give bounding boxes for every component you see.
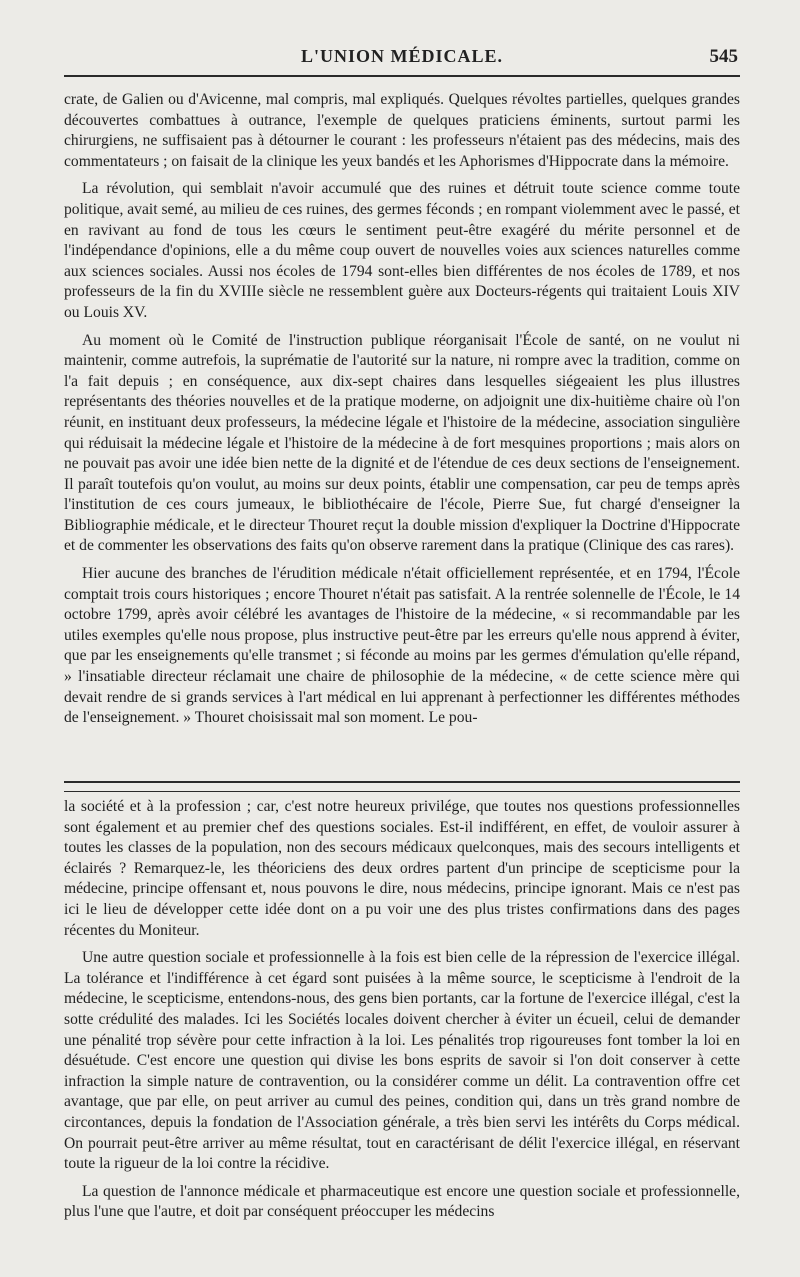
header-rule — [64, 75, 740, 77]
paragraph: La question de l'annonce médicale et pharmaceutique est encore une question sociale et professionnelle, plus l'une que l'autre, et doit par conséquent préoccuper les médecins — [64, 1182, 740, 1221]
paragraph: la société et à la profession ; car, c'est notre heureux privilége, que toutes nos questions professionnelles sont également et au premier chef des questions sociales. Est-il indifférent, en effet, de vouloir assurer à toutes les classes de la population, non des secours médicaux quelconques, mais des secours intelligents et éclairés ? Remarquez-le, les théoriciens des deux ordres partent d'un principe de scepticisme pour la médecine, principe offensant et, nous pouvons le dire, nous médecins, principe ignorant. Mais ce n'est pas ici le lieu de développer cette idée dont on a pu voir une des plus tristes confirmations dans des pages récentes du Moniteur. — [64, 798, 740, 939]
running-header — [64, 44, 740, 72]
bottom-section — [64, 797, 740, 1230]
paragraph: Une autre question sociale et professionnelle à la fois est bien celle de la répression de l'exercice illégal. La tolérance et l'indifférence à cet égard sont puisées à la même source, le scepticisme à l'endroit de la médecine, le scepticisme, entendons-nous, des gens bien portants, car la fortune de l'exercice illégal, c'est la sotte crédulité des malades. Ici les Sociétés locales doivent chercher à éviter un écueil, celui de demander une pénalité trop sévère pour cette infraction à la loi. Les pénalités trop rigoureuses font tomber la loi en désuétude. C'est encore une question qui divise les bons esprits de savoir si l'on doit conserver à cette infraction la simple nature de contravention, ou la considérer comme un délit. La contravention offre cet avantage, que par elle, on peut arriver au cumul des peines, condition qui, dans un très grand nombre de circontances, depuis la fondation de l'Association générale, a très bien servi les intérêts du Corps médical. On pourrait peut-être arriver au même résultat, tout en caractérisant de délit l'exercice illégal, en réservant toute la rigueur de la loi contre la récidive. — [64, 949, 740, 1173]
paragraph: Au moment où le Comité de l'instruction publique réorganisait l'École de santé, on ne voulut ni maintenir, comme autrefois, la suprématie de l'autorité sur la nature, ni rompre avec la tradition, comme on l'a fait depuis ; en conséquence, aux dix-sept chaires dans lesquelles siégeaient les plus illustres représentants des théories nouvelles et de la pratique moderne, on adjoignit une dix-huitième chaire où l'on réunit, en instituant deux professeurs, la médecine légale et l'histoire de la médecine, association singulière qui réduisait la médecine légale et l'histoire de la médecine à de fort mesquines proportions ; mais alors on ne pouvait pas avoir une idée bien nette de la dignité et de l'étendue de ces deux sections de l'enseignement. Il paraît toutefois qu'on voulut, au moins sur deux points, établir une compensation, car peu de temps après l'institution de ces cours jumeaux, le bibliothécaire de l'école, Pierre Sue, fut chargé d'enseigner la Bibliographie médicale, et le directeur Thouret reçut la double mission d'expliquer la Doctrine d'Hippocrate et de commenter les observations des faits qu'on observe rarement dans la pratique (Clinique des cas rares). — [64, 331, 740, 555]
journal-title: L'UNION MÉDICALE. — [300, 46, 504, 66]
top-section — [64, 90, 740, 736]
paragraph: Hier aucune des branches de l'érudition médicale n'était officiellement représentée, et en 1794, l'École comptait trois cours historiques ; encore Thouret n'était pas satisfait. A la rentrée solennelle de l'École, le 14 octobre 1799, après avoir célébré les avantages de l'histoire de la médecine, « si recommandable par les utiles exemples qu'elle nous propose, plus instructive peut-être par les erreurs qu'elle nous apprend à éviter, que par les enseignements qu'elle transmet ; si féconde au moins par les germes d'émulation qu'elle répand, » l'insatiable directeur réclamait une chaire de philosophie de la médecine, « de cette science mère qui devait rendre de si grands services à l'art médical en lui apprenant à perfectionner les différentes méthodes de l'enseignement. » Thouret choisissait mal son moment. Le pou- — [64, 565, 740, 727]
paragraph: crate, de Galien ou d'Avicenne, mal compris, mal expliqués. Quelques révoltes partielles, quelques grandes découvertes combattues à outrance, l'exemple de quelques praticiens éminents, surtout parmi les chirurgiens, ne suffisaient pas à détourner le courant : les professeurs n'étaient pas des médecins, mais des commentateurs ; on faisait de la clinique les yeux bandés et les Aphorismes d'Hippocrate dans la mémoire. — [64, 91, 740, 170]
page-number: 545 — [709, 46, 738, 67]
paragraph: La révolution, qui semblait n'avoir accumulé que des ruines et détruit toute science comme toute politique, avait semé, au milieu de ces ruines, des germes féconds ; en rompant violemment avec le passé, et en ravivant au fond de tous les cœurs le sentiment peut-être exagéré du mérite personnel et de l'indépendance d'opinions, elle a du même coup ouvert de nouvelles voies aux sciences naturelles comme aux sciences sociales. Aussi nos écoles de 1794 sont-elles bien différentes de nos écoles de 1789, et nos professeurs de la fin du XVIIIe siècle ne ressemblent guère aux Docteurs-régents qui traitaient Louis XIV ou Louis XV. — [64, 180, 740, 321]
section-separator — [64, 781, 740, 792]
